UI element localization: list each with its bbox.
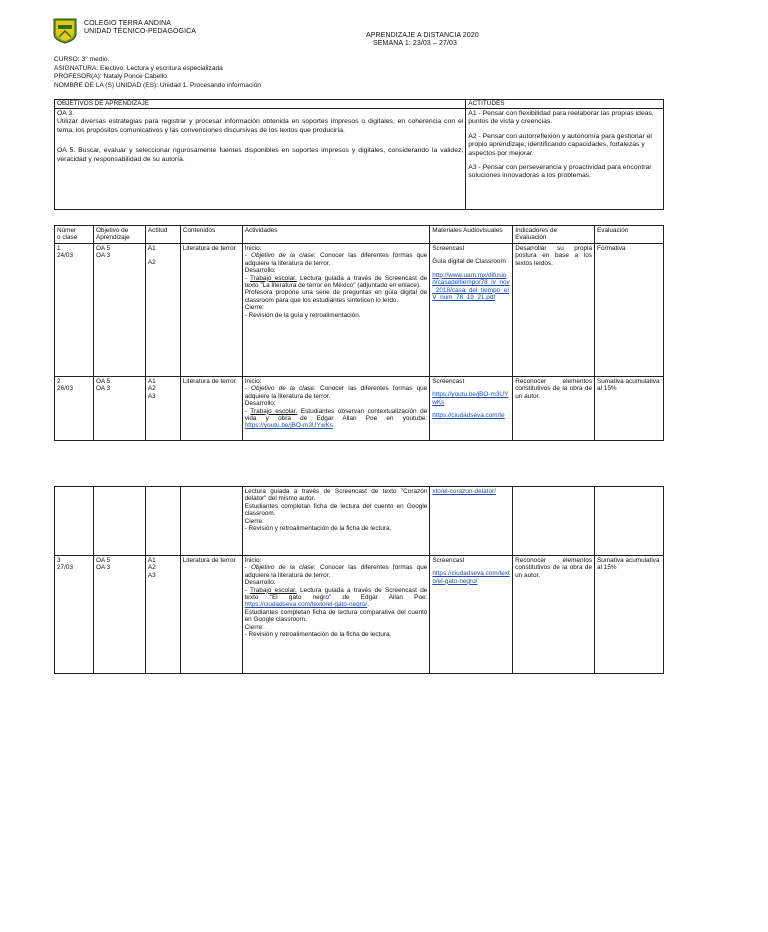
objective-label: Objetivo de la clase bbox=[251, 385, 315, 393]
class-number: 3 bbox=[57, 557, 61, 564]
class-number: 2 bbox=[57, 378, 61, 385]
school-name: COLEGIO TERRA ANDINA bbox=[84, 20, 172, 27]
trabajo-label: Trabajo escolar. bbox=[250, 274, 297, 282]
attitude-code: A2 bbox=[147, 385, 156, 393]
school-crest-icon bbox=[53, 18, 77, 44]
activity-text: Lectura guiada a través de Screencast de texto "Corazón delator" del mismo autor. bbox=[244, 488, 428, 503]
attitude-code: A1 bbox=[147, 557, 156, 564]
activities-cell bbox=[242, 244, 430, 377]
col-number-header-2: o clase bbox=[57, 234, 78, 242]
week-label: SEMANA 1: 23/03 – 27/03 bbox=[373, 40, 458, 47]
trabajo-label: Trabajo escolar. bbox=[250, 407, 298, 415]
unit-line: NOMBRE DE LA (S) UNIDAD (ES): Unidad 1. Procesando información bbox=[54, 81, 262, 89]
attitude-code: A3 bbox=[147, 392, 156, 400]
table-row bbox=[55, 244, 664, 377]
objective-text: : Conocer las diferentes formas que adquiere la literatura de terror. bbox=[244, 252, 428, 267]
materials-cell bbox=[430, 377, 513, 441]
col-evaluation-header: Evaluación bbox=[595, 226, 664, 244]
inicio-label: Inicio: bbox=[244, 378, 262, 385]
material-link[interactable]: https://ciudadseva.com/te bbox=[432, 412, 505, 420]
planning-table-continued bbox=[54, 486, 664, 674]
class-date: 26/03 bbox=[57, 385, 73, 393]
cierre-label: Cierre: bbox=[244, 304, 264, 312]
course-info bbox=[54, 56, 261, 90]
oa3-text: Utilizar diversas estrategias para registrar y procesar información obtenida en soportes impresos o digitales, en coherencia con el tema, los propósitos comunicativos y las convenciones discursivas de los textos que produciría. bbox=[57, 118, 464, 134]
trabajo-text: Lectura guiada a través de Screencast de texto "El gato negro" de Edgar Allan Poe: bbox=[244, 586, 428, 602]
punctuation: . bbox=[367, 601, 369, 609]
material-link[interactable]: xto/el-corazon-delator/ bbox=[432, 488, 496, 495]
material-link[interactable]: https://ciudadseva.com/texto/el-gato-negro/ bbox=[432, 570, 510, 585]
objectives-table bbox=[54, 99, 664, 210]
attitude-code: A1 bbox=[147, 245, 156, 252]
indicator-cell: Desarrollar su propia postura en base a los textos leídos. bbox=[513, 244, 595, 377]
objective-code: OA 3 bbox=[95, 252, 111, 260]
objectives-header: OBJETIVOS DE APRENDIZAJE bbox=[55, 100, 466, 109]
activities-cell bbox=[242, 556, 430, 674]
content-cell: Literatura de terror bbox=[180, 377, 242, 441]
cierre-label: Cierre: bbox=[244, 623, 264, 631]
col-number-header: Númer bbox=[57, 227, 77, 234]
desarrollo-label: Desarrollo: bbox=[244, 267, 276, 275]
col-objective-header-2: Aprendizaje bbox=[95, 234, 130, 242]
content-cell: Literatura de terror bbox=[180, 244, 242, 377]
subject-line: ASIGNATURA: Electivo: Lectura y escritura especializada bbox=[54, 64, 223, 72]
youtube-link[interactable]: https://youtu.be/jBO-m3UYwKs bbox=[244, 422, 333, 430]
col-content-header: Contenidos bbox=[180, 226, 242, 244]
col-attitude-header: Actitud bbox=[145, 226, 180, 244]
attitude-a2: A2 - Pensar con autorreflexión y autonomía para gestionar el propio aprendizaje, identificando capacidades, fortalezas y aspectos por mejorar. bbox=[468, 132, 652, 157]
activity-extra: Estudiantes completan ficha de lectura comparativa del cuento en Google classroom. bbox=[244, 608, 428, 624]
indicator-cell: Reconocer elementos constitutivos de la obra de un autor. bbox=[513, 556, 595, 674]
school-header bbox=[84, 20, 196, 36]
oa3-title: OA 3. bbox=[57, 110, 75, 117]
material-link[interactable]: http://www.uam.mx/difusion/casadeltiempo/78_iv_nov_2018/casa_del_tiempo_eIV_num_78_19_21.pdf bbox=[432, 271, 510, 302]
bullet: - bbox=[244, 564, 251, 572]
col-indicators-header: Indicadores de bbox=[515, 227, 558, 234]
trabajo-text: Estudiantes observan contextualización de vida y obra de Edgar Allan Poe en youtube: bbox=[244, 407, 428, 423]
objective-code: OA 5 bbox=[95, 245, 111, 252]
material-link[interactable]: https://youtu.be/jBO-m3UYwKs bbox=[432, 391, 509, 406]
program-title: APRENDIZAJE A DISTANCIA 2020 bbox=[366, 32, 479, 39]
objective-code: OA 3 bbox=[95, 385, 111, 393]
objective-code: OA 5 bbox=[95, 378, 111, 385]
attitude-a3: A3 - Pensar con perseverancia y proactividad para encontrar soluciones innovadoras a los problemas. bbox=[468, 164, 652, 180]
inicio-label: Inicio: bbox=[244, 557, 262, 564]
attitude-code: A3 bbox=[147, 571, 156, 579]
cierre-label: Cierre: bbox=[244, 517, 264, 525]
trabajo-label: Trabajo escolar. bbox=[249, 586, 297, 594]
teacher-line: PROFESOR(A): Nataly Ponce Cabello. bbox=[54, 73, 169, 81]
objective-label: Objetivo de la clase bbox=[251, 252, 315, 260]
activity-extra: Profesora propone una serie de preguntas en guía digital de classroom para que los estudiantes sinteticen lo leído. bbox=[244, 289, 428, 304]
course-line: CURSO: 3° medio. bbox=[54, 56, 110, 63]
trabajo-text: Lectura guiada a través de Screencast de texto "La literatura de terror en México" (adjuntado en enlace). bbox=[244, 274, 428, 290]
class-date: 24/03 bbox=[57, 252, 73, 260]
table-row bbox=[55, 556, 664, 674]
table-row bbox=[55, 377, 664, 441]
bullet: - bbox=[244, 274, 251, 282]
cierre-text: - Revisión de la guía y retroalimentación. bbox=[244, 311, 361, 319]
planning-table bbox=[54, 225, 664, 441]
attitude-a1: A1 - Pensar con flexibilidad para reelaborar las propias ideas, puntos de vista y creencias. bbox=[468, 110, 654, 126]
cierre-text: - Revisión y retroalimentación de la ficha de lectura. bbox=[244, 631, 392, 639]
bullet: - bbox=[244, 385, 252, 393]
attitude-code: A2 bbox=[147, 564, 156, 572]
school-unit: UNIDAD TÉCNICO-PEDAGÓGICA bbox=[84, 28, 197, 35]
evaluation-cell: Formativa bbox=[595, 244, 664, 377]
bullet: - bbox=[244, 407, 251, 415]
class-number: 1 bbox=[57, 245, 61, 252]
activities-cell bbox=[242, 487, 430, 556]
evaluation-cell: Sumativa acumulativa al 15% bbox=[595, 556, 664, 674]
bullet: - bbox=[244, 586, 250, 594]
text-link[interactable]: https://ciudadseva.com/texto/el-gato-negro/ bbox=[244, 601, 368, 609]
col-materials-header: Materiales Audiovisuales bbox=[430, 226, 513, 244]
attitudes-header: ACTITUDES bbox=[466, 100, 664, 109]
desarrollo-label: Desarrollo: bbox=[244, 400, 276, 408]
evaluation-cell: Sumativa acumulativa al 15% bbox=[595, 377, 664, 441]
attitude-code: A1 bbox=[147, 378, 156, 385]
inicio-label: Inicio: bbox=[244, 245, 262, 252]
objective-label: Objetivo de la clase bbox=[250, 564, 314, 572]
class-date: 27/03 bbox=[57, 564, 73, 572]
desarrollo-label: Desarrollo: bbox=[244, 579, 276, 587]
objective-code: OA 5 bbox=[95, 557, 111, 564]
objective-text: : Conocer las diferentes formas que adquiere la literatura de terror. bbox=[244, 564, 428, 579]
materials-cell bbox=[430, 556, 513, 674]
cierre-text: - Revisión y retroalimentación de la ficha de lectura. bbox=[244, 525, 392, 533]
material-item: Guía digital de Classroom bbox=[432, 258, 506, 266]
objective-text: : Conocer las diferentes formas que adquiere la literatura de terror. bbox=[244, 385, 428, 400]
col-objective-header: Objetivo de bbox=[95, 227, 129, 234]
content-cell: Literatura de terror bbox=[180, 556, 242, 674]
material-item: Screencast bbox=[432, 245, 465, 252]
col-indicators-header-2: Evaluación bbox=[515, 234, 547, 242]
materials-cell bbox=[430, 244, 513, 377]
table-row bbox=[55, 487, 664, 556]
material-item: Screencast bbox=[432, 557, 465, 564]
activity-text: Estudiantes completan ficha de lectura del cuento en Google classroom. bbox=[244, 502, 428, 518]
activities-cell bbox=[242, 377, 430, 441]
bullet: - bbox=[244, 252, 252, 260]
oa5-text: OA 5. Buscar, evaluar y seleccionar rigurosamente fuentes disponibles en soportes impresos y digitales, considerando la validez, veracidad y responsabilidad de su autoría. bbox=[57, 147, 464, 163]
indicator-cell: Reconocer elementos constitutivos de la obra de un autor. bbox=[513, 377, 595, 441]
col-activities-header: Actividades bbox=[242, 226, 430, 244]
material-item: Screencast bbox=[432, 378, 465, 385]
objective-code: OA 3 bbox=[95, 564, 111, 572]
attitude-code: A2 bbox=[147, 259, 156, 267]
